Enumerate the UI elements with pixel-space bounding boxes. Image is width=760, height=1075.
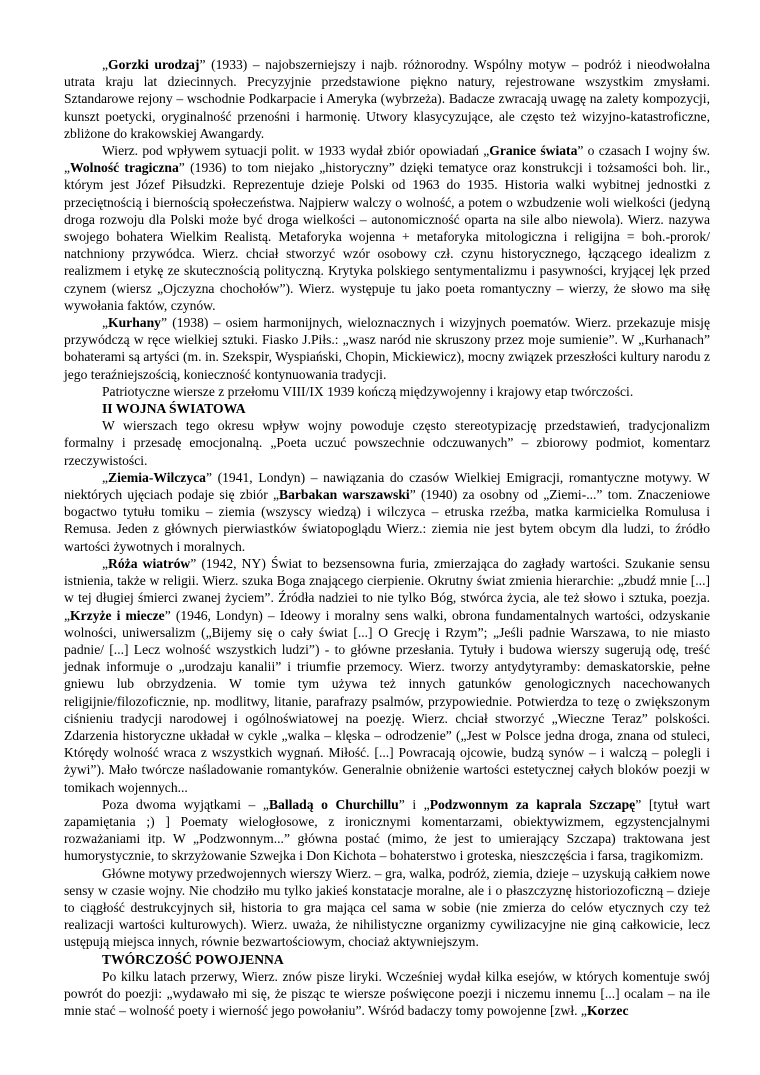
paragraph-wolnosc-tragiczna: Wierz. pod wpływem sytuacji polit. w 1933 wydał zbiór opowiadań „Granice świata” o czasach I wojny św. „Wolność tragiczna” (1936) to tom niejako „historyczny” dzięki tematyce oraz konstrukcji i tożsamości boh. lir., którym jest Józef Piłsudzki. Reprezentuje dzieje Polski od 1963 do 1935. Historia walki wybitnej jednostki z przeciętnością i biernością społeczeństwa. Najpierw walczy o wolność, a potem o wzbudzenie woli wielkości (jedyną droga rozwoju dla Polski może być droga wielkości – autonomiczność oparta na sile albo niewola). Wierz. nazywa swojego bohatera Wielkim Realistą. Metaforyka wojenna + metaforyka mitologiczna i religijna = boh.-prorok/ natchniony przywódca. Wierz. chciał stworzyć wzór osobowy czł. czynu historycznego, łączącego idealizm z realizmem i etykę ze skutecznością polityczną. Krytyka polskiego sentymentalizmu i pasywności, kryjącej lęk przed czynem (wiersz „Ojczyzna chochołów”). Wierz. występuje tu jako poeta romantyczny – wierzy, że słowo ma siłę wywołania faktów, czynów. xyxy=(64,143,710,313)
book-title-korzec: Korzec xyxy=(586,1003,629,1019)
book-title-granice-swiata: Granice świata xyxy=(489,143,578,159)
paragraph-ziemia-wilczyca: „Ziemia-Wilczyca” (1941, Londyn) – nawiązania do czasów Wielkiej Emigracji, romantyczne motywy. W niektórych ujęciach podaje się zbiór „Barbakan warszawski” (1940) za osobny od „Ziemi-...” tom. Znaczeniowe bogactwo tytułu tomiku – ziemia (wszyscy wiedzą) i wilczyca – etruska rzeźba, matka karmicielka Romulusa i Remusa. Jeden z głównych pierwiastków światopoglądu Wierz.: ziemia nie jest bytem obcym dla ludzi, to źródło wartości żywotnych i moralnych. xyxy=(64,469,710,554)
book-title-wolnosc-tragiczna: Wolność tragiczna xyxy=(70,160,179,176)
paragraph-exceptions: Poza dwoma wyjątkami – „Balladą o Churchillu” i „Podzwonnym za kaprala Szczapę” [tytuł wart zapamiętania ;) ] Poematy wielogłosowe, z ironicznymi komentarzami, obiektywizmem, egzystencjalnymi rozważaniami itp. W „Podzwonnym...” główna postać (mimo, że jest to umierający Szczapa) traktowana jest humorystycznie, to skrzyżowanie Szwejka i Don Kichota – bohaterstwo i groteska, nieszczęścia i farsa, tragikomizm. xyxy=(64,796,710,864)
paragraph-war-poetry-intro: W wierszach tego okresu wpływ wojny powoduje często stereotypizację przedstawień, tradycjonalizm formalny i przesadę emocjonalną. „Poeta uczuć powszechnie odczuwanych” – zbiorowy podmiot, komentarz rzeczywistości. xyxy=(64,418,710,468)
book-title-barbakan-warszawski: Barbakan warszawski xyxy=(279,487,410,503)
section-heading-ww2: II WOJNA ŚWIATOWA xyxy=(102,401,246,417)
paragraph-main-motifs: Główne motywy przedwojennych wierszy Wierz. – gra, walka, podróż, ziemia, dzieje – uzyskują całkiem nowe sensy w czasie wojny. Nie chodziło mu tylko jakieś konstatacje moralne, ale i o płaszczyznę historiozoficzną – dzieje to ciągłość destrukcyjnych sił, historia to gra mająca cel sama w sobie (nie zmierza do celów etycznych czy też realizacji wartości kulturowych). Wierz. uważa, że nihilistyczne organizmy cywilizacyjne nie giną całkowicie, lecz ustępują miejsca innych, równie bezwartościowym, chociaż aktywniejszym. xyxy=(64,865,710,950)
paragraph-roza-wiatrow: „Róża wiatrów” (1942, NY) Świat to bezsensowna furia, zmierzająca do zagłady wartości. Szukanie sensu istnienia, także w religii. Wierz. szuka Boga znającego cierpienie. Okrutny świat zmienia hierarchie: „zbudź mnie [...] w tej długiej śmierci zwanej życiem”. Źródła nadziei to nie tylko Bóg, stwórca życia, ale też słowo i sztuka, poezja. „Krzyże i miecze” (1946, Londyn) – Ideowy i moralny sens walki, obrona fundamentalnych wartości, odzyskanie wolności, uniwersalizm („Bijemy się o cały świat [...] O Grecję i Rzym”; „Jeśli padnie Warszawa, to nie miasto padnie/ [...] Lecz wolność wszystkich ludzi”) - to główne przesłania. Tytuły i budowa wierszy sugerują odę, treść jednak informuje o „urodzaju kanalii” i triumfie przemocy. Wierz. tworzy antydytyramby: demaskatorskie, pełne gniewu lub obrzydzenia. W tomie tym używa też innych gatunków genologicznych nacechowanych religijnie/filozoficznie, np. modlitwy, litanie, parafrazy psalmów, przypowiednie. Potwierdza to tezę o zwiększonym ciśnieniu tradycji narodowej i ogólnoświatowej na poezję. Wierz. chciał stworzyć „Wieczne Teraz” polskości. Zdarzenia historyczne układał w cykle „walka – klęska – odrodzenie” („Jest w Polsce jedna droga, znana od stuleci, Którędy wolność wraca z wszystkich wygnań. Miłość. [...] Powracają ojcowie, budzą synów – i walczą – polegli i żywi”). Mało twórcze naśladowanie romantyków. Generalnie obniżenie wartości estetycznej całych bloków poezji w tomikach wojennych... xyxy=(64,555,710,795)
book-title-gorzki-urodzaj: Gorzki urodzaj xyxy=(108,57,200,72)
paragraph-postwar: Po kilku latach przerwy, Wierz. znów pisze liryki. Wcześniej wydał kilka esejów, w których komentuje swój powrót do poezji: „wydawało mi się, że pisząc te wiersze poświęcone poezji i niczemu innemu [...] ocalam – na ile mnie stać – wolność poety i wierność jego powołaniu”. Wśród badaczy tomy powojenne [zwł. „Korzec xyxy=(64,968,710,1019)
book-title-roza-wiatrow: Róża wiatrów xyxy=(108,555,191,571)
document-page xyxy=(64,56,710,1019)
paragraph-gorzki-urodzaj: „Gorzki urodzaj” (1933) – najobszerniejszy i najb. różnorodny. Wspólny motyw – podróż i nieodwołalna utrata kraju lat dziecinnych. Precyzyjnie przedstawione piękno natury, rejestrowane wszystkim zmysłami. Sztandarowe rejony – wschodnie Podkarpacie i Ameryka (wybrzeża). Badacze zwracają uwagę na zalety kompozycji, kunszt poetycki, oryginalność przenośni i harmonię. Utwory klasycyzujące, ale często też wizyjno-katastroficzne, zbliżone do krakowskiej Awangardy. xyxy=(64,57,710,141)
poem-title-ballada-o-churchillu: Balladą o Churchillu xyxy=(268,796,399,812)
paragraph-kurhany: „Kurhany” (1938) – osiem harmonijnych, wieloznacznych i wizyjnych poematów. Wierz. przekazuje misję przywódczą w ręce wielkiej sztuki. Fiasko J.Piłs.: „wasz naród nie skruszony przez moje sumienie”. W „Kurhanach” bohaterami są artyści (m. in. Szekspir, Wyspiański, Chopin, Mickiewicz), mocny związek przeszłości kultury narodu z jego teraźniejszością, konieczność kontynuowania tradycji. xyxy=(64,315,710,382)
book-title-kurhany: Kurhany xyxy=(108,315,161,331)
paragraph-patriotic-poems: Patriotyczne wiersze z przełomu VIII/IX 1939 kończą międzywojenny i krajowy etap twórczości. xyxy=(102,383,634,399)
book-title-ziemia-wilczyca: Ziemia-Wilczyca xyxy=(108,469,206,485)
section-heading-postwar: TWÓRCZOŚĆ POWOJENNA xyxy=(102,951,284,967)
poem-title-podzwonne: Podzwonnym za kaprala Szczapę xyxy=(429,796,636,812)
book-title-krzyze-i-miecze: Krzyże i miecze xyxy=(70,607,165,623)
